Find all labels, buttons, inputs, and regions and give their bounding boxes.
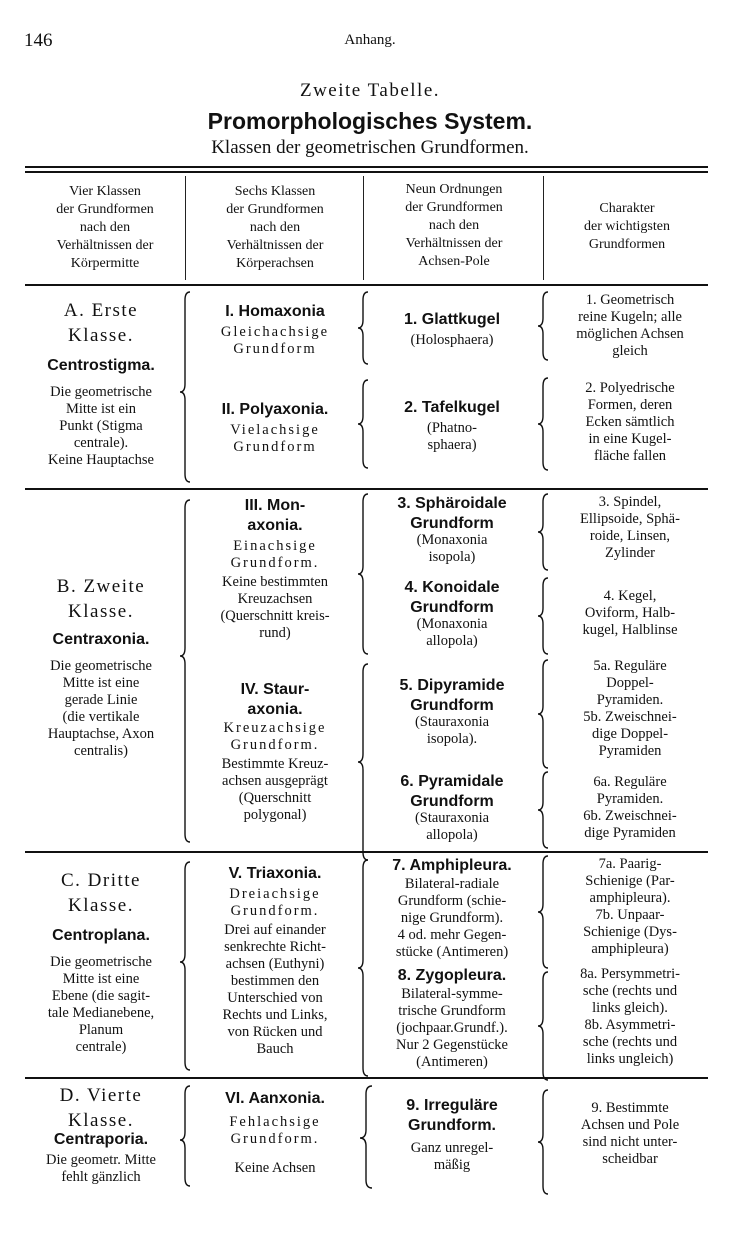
axis-iii-desc: Einachsige Grundform. [230, 538, 320, 571]
order-7-desc: Bilateral-radiale Grundform (schie- nige Grundform). 4 od. mehr Gegen- stücke (Antimeren) [395, 876, 509, 960]
brace-i [358, 292, 368, 364]
axis-iv-desc: Kreuzachsige Grundform. [223, 720, 327, 753]
brace-o1 [538, 292, 548, 360]
axis-vi-name: VI. Aanxonia. [225, 1090, 325, 1107]
axis-ii-name: II. Polyaxonia. [221, 401, 329, 418]
page-number: 146 [24, 30, 53, 51]
brace-o4 [538, 578, 548, 654]
char-3: 3. Spindel, Ellipsoide, Sphä- roide, Linsen, Zylinder [580, 494, 680, 561]
order-4-desc: (Monaxonia allopola) [416, 616, 488, 649]
axis-v-note: Drei auf einander senkrechte Richt- achsen (Euthyni) bestimmen den Unterschied von Rechts und Links, von Rücken und Bauch [222, 922, 328, 1057]
order-6-desc: (Stauraxonia allopola) [414, 810, 490, 843]
table-title: Zweite Tabelle. [299, 80, 441, 101]
class-b-name: Centraxonia. [52, 631, 150, 648]
class-a-label: A. Erste Klasse. [63, 300, 139, 346]
brace-o3 [538, 494, 548, 570]
axis-v-name: V. Triaxonia. [228, 865, 322, 882]
class-b-desc: Die geometrische Mitte ist eine gerade Linie (die vertikale Hauptachse, Axon centralis) [47, 658, 155, 759]
axis-i-name: I. Homaxonia [225, 303, 325, 320]
order-9-name: 9. Irreguläre Grundform. [406, 1097, 498, 1134]
brace-o9 [538, 1090, 548, 1194]
order-8-name: 8. Zygopleura. [397, 967, 507, 984]
brace-o7 [538, 856, 548, 968]
axis-vi-desc: Fehlachsige Grundform. [229, 1114, 321, 1147]
header-col-4: Charakter der wichtigsten Grundformen [584, 201, 670, 252]
axis-i-desc: Gleichachsige Grundform [220, 324, 330, 357]
brace-b-left [180, 500, 190, 842]
order-5-name: 5. Dipyramide Grundform [399, 677, 505, 714]
brace-o2 [538, 378, 548, 470]
header-col-2: Sechs Klassen der Grundformen nach den Verhältnissen der Körperachsen [226, 184, 324, 271]
char-8: 8a. Persymmetri- sche (rechts und links gleich). 8b. Asymmetri- sche (rechts und links ungleich) [580, 966, 680, 1067]
order-4-name: 4. Konoidale Grundform [404, 579, 500, 616]
brace-vi [360, 1086, 372, 1188]
char-2: 2. Polyedrische Formen, deren Ecken sämtlich in eine Kugel- fläche fallen [585, 380, 675, 464]
axis-iv-name: IV. Staur- axonia. [240, 681, 310, 718]
class-b-label: B. Zweite Klasse. [56, 576, 146, 622]
order-9-desc: Ganz unregel- mäßig [410, 1140, 494, 1173]
class-d-name: Centraporia. [53, 1131, 149, 1148]
order-3-desc: (Monaxonia isopola) [416, 532, 488, 565]
brace-iii [358, 494, 368, 654]
class-d-label: D. Vierte Klasse. [59, 1085, 143, 1131]
order-7-name: 7. Amphipleura. [392, 857, 512, 874]
order-8-desc: Bilateral-symme- trische Grundform (jochpaar.Grundf.). Nur 2 Gegenstücke (Antimeren) [396, 986, 508, 1070]
brace-ii [358, 380, 368, 468]
axis-iv-note: Bestimmte Kreuz- achsen ausgeprägt (Querschnitt polygonal) [221, 756, 329, 823]
char-5: 5a. Reguläre Doppel- Pyramiden. 5b. Zweischnei- dige Doppel- Pyramiden [583, 658, 677, 759]
char-7: 7a. Paarig- Schienige (Par- amphipleura). 7b. Unpaar- Schienige (Dys- amphipleura) [583, 856, 677, 957]
brace-o6 [538, 772, 548, 848]
class-a-name: Centrostigma. [47, 357, 155, 374]
brace-o8 [538, 972, 548, 1080]
order-5-desc: (Stauraxonia isopola). [414, 714, 490, 747]
order-3-name: 3. Sphäroidale Grundform [397, 495, 507, 532]
brace-c-left [180, 862, 190, 1070]
class-d-desc: Die geometr. Mitte fehlt gänzlich [46, 1152, 156, 1185]
axis-ii-desc: Vielachsige Grundform [230, 422, 320, 455]
brace-a-left [180, 292, 190, 482]
order-2-name: 2. Tafelkugel [404, 399, 500, 416]
brace-o5 [538, 660, 548, 768]
brace-d-left [180, 1086, 190, 1186]
class-c-label: C. Dritte Klasse. [61, 870, 141, 916]
order-6-name: 6. Pyramidale Grundform [400, 773, 504, 810]
order-1-name: 1. Glattkugel [403, 311, 501, 328]
char-6: 6a. Reguläre Pyramiden. 6b. Zweischnei- dige Pyramiden [583, 774, 677, 841]
brace-v [358, 860, 368, 1076]
axis-v-desc: Dreiachsige Grundform. [229, 886, 321, 919]
char-1: 1. Geometrisch reine Kugeln; alle möglichen Achsen gleich [576, 292, 684, 359]
axis-iii-name: III. Mon- axonia. [244, 497, 306, 534]
class-c-name: Centroplana. [52, 927, 150, 944]
class-a-desc: Die geometrische Mitte ist ein Punkt (Stigma centrale). Keine Hauptachse [48, 384, 154, 468]
axis-iii-note: Keine bestimmten Kreuzachsen (Querschnitt kreis- rund) [220, 574, 330, 641]
order-2-desc: (Phatno- sphaera) [427, 420, 477, 453]
table-heading: Promorphologisches System. [207, 108, 533, 134]
order-1-desc: (Holosphaera) [410, 332, 494, 348]
header-col-3: Neun Ordnungen der Grundformen nach den Verhältnissen der Achsen-Pole [405, 182, 503, 269]
header-col-1: Vier Klassen der Grundformen nach den Verhältnissen der Körpermitte [56, 184, 154, 271]
char-4: 4. Kegel, Oviform, Halb- kugel, Halblinse [582, 588, 678, 638]
running-head: Anhang. [344, 32, 396, 48]
char-9: 9. Bestimmte Achsen und Pole sind nicht unter- scheidbar [580, 1100, 680, 1167]
table-subheading: Klassen der geometrischen Grundformen. [211, 137, 529, 158]
axis-vi-note: Keine Achsen [234, 1160, 316, 1176]
brace-iv [358, 664, 368, 860]
class-c-desc: Die geometrische Mitte ist eine Ebene (die sagit- tale Medianebene, Planum centrale) [47, 954, 155, 1055]
